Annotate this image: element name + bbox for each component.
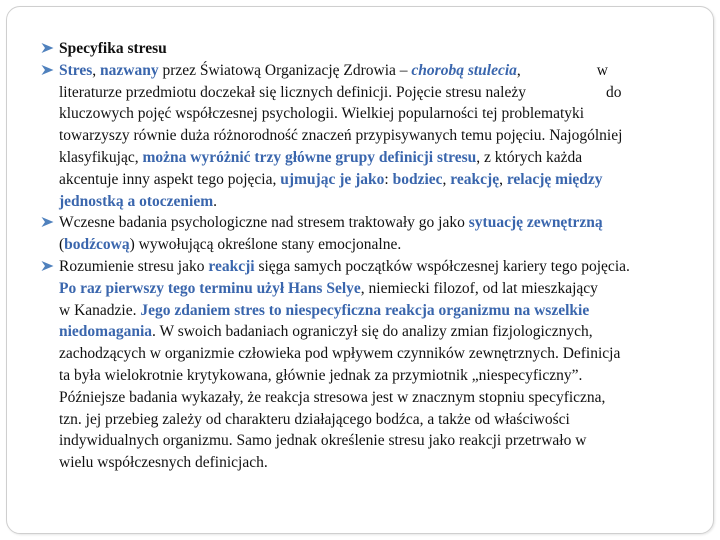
- bullet-arrow-icon: [41, 260, 54, 272]
- text-run: w Kanadzie.: [59, 301, 141, 319]
- text-line: [59, 147, 717, 169]
- text-run: ,: [499, 170, 507, 188]
- text-run: do: [605, 83, 622, 101]
- text-line: [59, 169, 717, 191]
- text-run: ta była wielokrotnie krytykowana, głównie jednak za przymiotnik „niespecyficzny”.: [59, 366, 583, 384]
- text-line: [59, 409, 717, 431]
- text-run: indywidualnych organizmu. Samo jednak określenie stresu jako reakcji przetrwało w: [59, 432, 587, 450]
- text-run: przez Światową Organizację Zdrowia –: [158, 61, 412, 79]
- text-line: [59, 387, 717, 409]
- text-run: :: [384, 170, 393, 188]
- text-line: [59, 125, 717, 147]
- text-run: , z których każda: [476, 148, 583, 166]
- text-run: ) wywołującą określone stany emocjonalne.: [129, 236, 402, 254]
- text-line: [59, 300, 717, 322]
- text-run: ,: [516, 61, 521, 79]
- text-run: ,: [442, 170, 451, 188]
- text-run: można wyróżnić trzy główne grupy definicji stresu: [142, 148, 477, 166]
- text-line: [59, 234, 717, 256]
- bullet-paragraph: [41, 256, 717, 474]
- text-line: [59, 278, 717, 300]
- text-run: relację między: [506, 170, 603, 188]
- text-line: [59, 191, 717, 213]
- bullet-arrow-icon: [41, 216, 54, 228]
- text-run: klasyfikując,: [59, 148, 143, 166]
- text-run: sytuację zewnętrzną: [468, 214, 603, 232]
- text-run: bodziec: [392, 170, 443, 188]
- text-run: zachodzących w organizmie człowieka pod wpływem czynników zewnętrznych. Definicja: [59, 345, 621, 363]
- text-line: [59, 103, 717, 125]
- text-run: Po raz pierwszy tego terminu użył Hans Selye: [59, 279, 361, 297]
- text-run: wielu współczesnych definicjach.: [59, 454, 268, 472]
- text-line: [59, 38, 717, 60]
- bullet-paragraph: [41, 60, 717, 213]
- text-run: bodźcową: [64, 236, 130, 254]
- text-run: tzn. jej przebieg zależy od charakteru działającego bodźca, a także od właściwości: [59, 410, 570, 428]
- bullet-arrow-icon: [41, 64, 54, 76]
- text-line: [59, 82, 717, 104]
- slide-content: [41, 38, 717, 474]
- text-run: Wczesne badania psychologiczne nad stresem traktowały go jako: [59, 214, 469, 232]
- text-run: towarzyszy równie duża różnorodność znaczeń przypisywanych temu pojęciu. Najogólniej: [59, 127, 623, 145]
- text-run: reakcję: [450, 170, 500, 188]
- text-run: ,: [92, 61, 101, 79]
- text-run: chorobą stulecia: [411, 61, 517, 79]
- text-run: Stres: [59, 61, 93, 79]
- text-line: [59, 321, 717, 343]
- text-run: niedomagania: [59, 323, 153, 341]
- text-line: [59, 60, 717, 82]
- text-line: [59, 343, 717, 365]
- text-run: Jego zdaniem stres to niespecyficzna reakcja organizmu na wszelkie: [140, 301, 590, 319]
- text-line: [59, 256, 717, 278]
- text-line: [59, 452, 717, 474]
- text-run: reakcji: [208, 257, 255, 275]
- text-run: w: [596, 61, 608, 79]
- text-run: , niemiecki filozof, od lat mieszkający: [360, 279, 598, 297]
- text-run: kluczowych pojęć współczesnej psychologii. Wielkiej popularności tej problematyki: [59, 105, 585, 123]
- text-run: literaturze przedmiotu doczekał się licznych definicji. Pojęcie stresu należy: [59, 83, 526, 101]
- text-run: ujmując je jako: [280, 170, 385, 188]
- text-run: Specyfika stresu: [59, 40, 167, 57]
- text-run: (: [59, 236, 65, 254]
- slide-title-item: [41, 38, 717, 60]
- text-line: [59, 365, 717, 387]
- text-run: sięga samych początków współczesnej kariery tego pojęcia.: [254, 257, 630, 275]
- text-run: Późniejsze badania wykazały, że reakcja stresowa jest w znacznym stopniu specyficzna,: [59, 388, 606, 406]
- text-run: akcentuje inny aspekt tego pojęcia,: [59, 170, 281, 188]
- text-run: nazwany: [100, 61, 159, 79]
- bullet-arrow-icon: [41, 42, 54, 54]
- text-run: jednostką a otoczeniem: [59, 192, 214, 210]
- bullet-paragraph: [41, 212, 717, 256]
- text-line: [59, 430, 717, 452]
- text-line: [59, 212, 717, 234]
- text-run: . W swoich badaniach ograniczył się do analizy zmian fizjologicznych,: [152, 323, 593, 341]
- text-run: .: [213, 192, 217, 210]
- text-run: Rozumienie stresu jako: [59, 257, 209, 275]
